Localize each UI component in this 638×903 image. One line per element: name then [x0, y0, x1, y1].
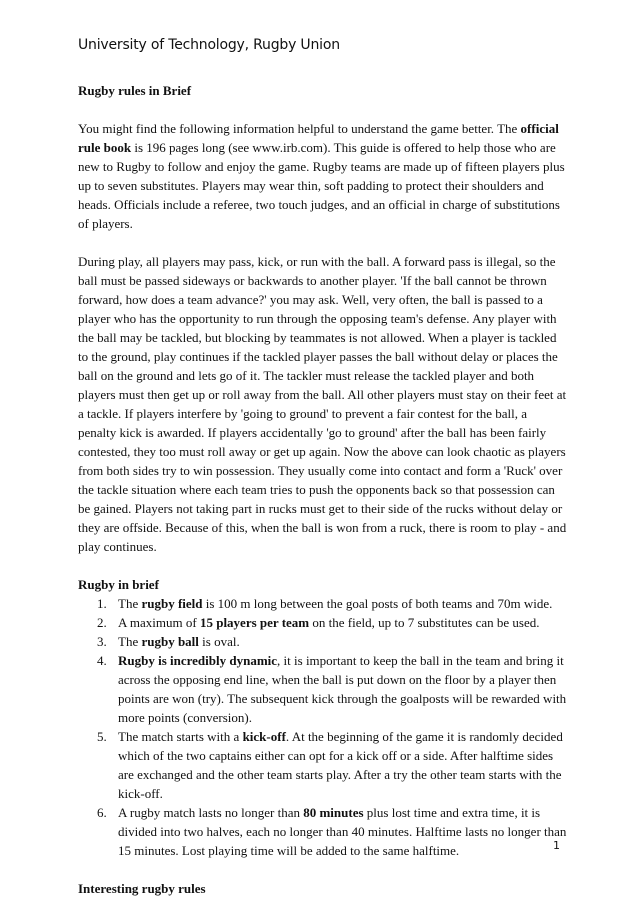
section-heading-rules-in-brief: Rugby rules in Brief — [78, 83, 192, 98]
list-item-number: 1. — [97, 596, 107, 611]
page-header: University of Technology, Rugby Union — [78, 37, 340, 53]
list-item-number: 5. — [97, 729, 107, 744]
list-item-text: Rugby is incredibly dynamic, it is important to keep the ball in the team and bring it across the opposing end line, when the ball is put down on the floor by a player then points are won (try). The subsequent kick through the goalposts will be rewarded with more points (conversion). — [118, 653, 567, 725]
list-item-number: 3. — [97, 634, 107, 649]
rules-list — [78, 594, 568, 860]
section-heading-rugby-in-brief: Rugby in brief — [78, 577, 159, 592]
list-item-text: The rugby ball is oval. — [118, 634, 240, 649]
list-item-number: 6. — [97, 805, 107, 820]
list-item-text: The rugby field is 100 m long between the goal posts of both teams and 70m wide. — [118, 596, 553, 611]
list-item-number: 4. — [97, 653, 107, 668]
list-item — [78, 613, 568, 632]
list-item-text: A maximum of 15 players per team on the field, up to 7 substitutes can be used. — [118, 615, 540, 630]
list-item — [78, 651, 568, 727]
play-paragraph: During play, all players may pass, kick, or run with the ball. A forward pass is illegal, so the ball must be passed sideways or backwards to another player. 'If the ball cannot be thrown forward, how does a team advance?' you may ask. Well, very often, the ball is passed to a player who has the opportunity to run through the opposing team's defense. Any player with the ball may be tackled, but blocking by teammates is not allowed. When a player is tackled to the ground, play continues if the tackled player passes the ball without delay or places the ball on the ground and lets go of it. The tackler must release the tackled player and both players must then get up or roll away from the ball. All other players must stay on their feet at a tackle. If players interfere by 'going to ground' to prevent a fair contest for the ball, a penalty kick is awarded. If players accidentally 'go to ground' after the ball has been fairly contested, they too must roll away or get up again. Now the above can look chaotic as players from both sides try to win possession. They usually come into contact and form a 'Ruck' over the tackle situation where each team tries to push the opponents back so that possession can be gained. Players not taking part in rucks must get to their side of the rucks without delay or they are offside. Because of this, when the ball is won from a ruck, there is room to play - and play continues. — [78, 254, 567, 554]
list-item — [78, 727, 568, 803]
intro-paragraph: You might find the following information helpful to understand the game better. The official rule book is 196 pages long (see www.irb.com). This guide is offered to help those who are new to Rugby to follow and enjoy the game. Rugby teams are made up of fifteen players plus up to seven substitutes. Players may wear thin, soft padding to protect their shoulders and heads. Officials include a referee, two touch judges, and an official in charge of substitutions of players. — [78, 121, 565, 231]
section-heading-interesting-rules: Interesting rugby rules — [78, 881, 206, 896]
list-item — [78, 632, 568, 651]
list-item-number: 2. — [97, 615, 107, 630]
page-number: 1 — [553, 839, 560, 852]
list-item-text: The match starts with a kick-off. At the beginning of the game it is randomly decided which of the two captains either can opt for a kick off or a side. After halftime sides are exchanged and the other team starts play. After a try the other team starts with the kick-off. — [118, 729, 563, 801]
list-item — [78, 803, 568, 860]
list-item-text: A rugby match lasts no longer than 80 minutes plus lost time and extra time, it is divided into two halves, each no longer than 40 minutes. Halftime lasts no longer than 15 minutes. Lost playing time will be added to the same halftime. — [118, 805, 567, 858]
document-body — [78, 81, 568, 898]
list-item — [78, 594, 568, 613]
